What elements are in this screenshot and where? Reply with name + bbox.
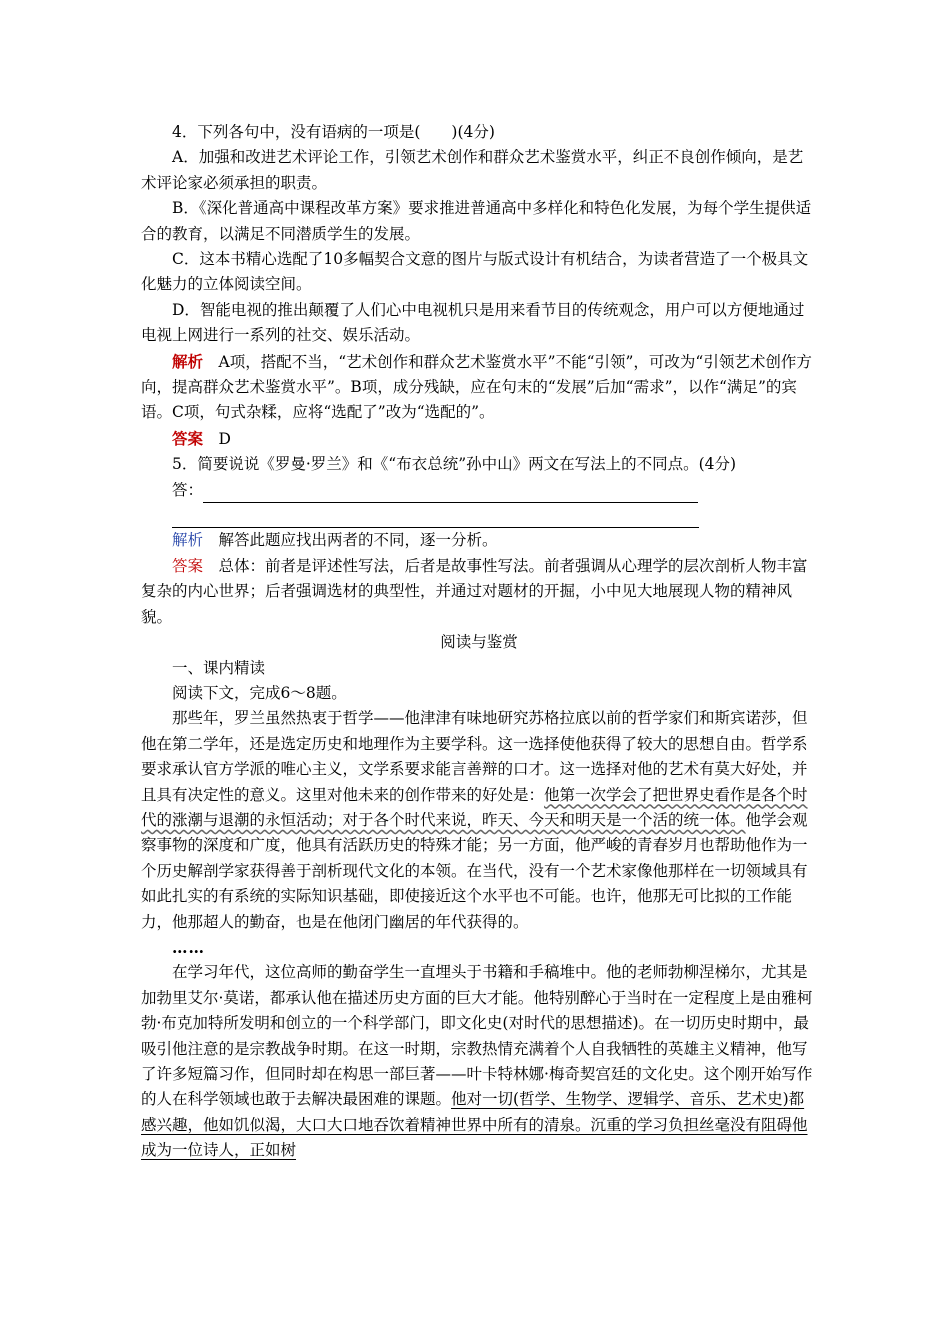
passage-paragraph-1 (141, 706, 817, 935)
section-subtitle: 一、课内精读 (172, 658, 266, 677)
q5-analysis-label: 解析 (172, 531, 204, 550)
q4-option-a: A．加强和改进艺术评论工作，引领艺术创作和群众艺术鉴赏水平，纠正不良创作倾向，是艺术评论家必须承担的职责。 (141, 148, 804, 192)
passage-p1-text-b: 他学会观察事物的深度和广度，他具有活跃历史的特殊才能；另一方面，他严峻的青春岁月也帮助他作为一个历史解剖学家获得善于剖析现代文化的本领。在当代，没有一个艺术家像他那样在一切领域具有如此扎实的有系统的实际知识基础，即使接近这个水平也不可能。也许，他那无可比拟的工作能力，他那超人的勤奋，也是在他闭门幽居的年代获得的。 (141, 810, 808, 931)
q5-analysis-text: 解答此题应找出两者的不同，逐一分析。 (218, 531, 498, 550)
document-content (141, 120, 817, 1164)
q4-analysis-label: 解析 (172, 351, 204, 371)
q4-option-c: C．这本书精心选配了10多幅契合文意的图片与版式设计有机结合，为读者营造了一个极具文化魅力的立体阅读空间。 (141, 250, 809, 294)
q4-stem: 4．下列各句中，没有语病的一项是( )(4分) (172, 123, 495, 141)
q4-option-b: B．《深化普通高中课程改革方案》要求推进普通高中多样化和特色化发展，为每个学生提供适合的教育，以满足不同潜质学生的发展。 (141, 199, 812, 243)
passage-paragraph-2 (141, 960, 817, 1163)
passage-ellipsis: …… (172, 937, 205, 957)
q4-analysis-text: A项，搭配不当，“艺术创作和群众艺术鉴赏水平”不能“引领”，可改为“引领艺术创作方向，提高群众艺术鉴赏水平”。B项，成分残缺，应在句末的“发展”后加“需求”，以作“满足”的宾语。C项，句式杂糅，应将“选配了”改为“选配的”。 (141, 352, 812, 422)
passage-p1-wavy-underline: 他第一次学会了把世界史看作是各个时代的涨潮与退潮的永恒活动；对于各个时代来说，昨天、今天和明天是一个活的统一体。 (141, 785, 808, 829)
q4-answer-text: D (218, 429, 231, 448)
section-title: 阅读与鉴赏 (440, 633, 518, 652)
q5-answer-text: 总体：前者是评述性写法，后者是故事性写法。前者强调从心理学的层次剖析人物丰富复杂的内心世界；后者强调选材的典型性，并通过对题材的开掘，小中见大地展现人物的精神风貌。 (141, 556, 808, 626)
q4-analysis (141, 349, 817, 426)
q5-answer-line-2 (141, 503, 817, 528)
q5-answer (141, 554, 817, 630)
reading-instruction: 阅读下文，完成6～8题。 (172, 683, 347, 702)
passage-p2-underline: 他对一切(哲学、生物学、逻辑学、音乐、艺术史)都感兴趣，他如饥似渴，大口大口地吞饮着精神世界中所有的清泉。沉重的学习负担丝毫没有阻碍他成为一位诗人，正如树 (141, 1090, 808, 1160)
q5-answer-label: 答案 (172, 556, 204, 575)
q5-stem: 5．简要说说《罗曼·罗兰》和《“布衣总统”孙中山》两文在写法上的不同点。(4分) (172, 455, 737, 474)
q4-option-d: D．智能电视的推出颠覆了人们心中电视机只是用来看节目的传统观念，用户可以方便地通过电视上网进行一系列的社交、娱乐活动。 (141, 300, 805, 345)
q4-answer-label: 答案 (172, 428, 204, 448)
q5-analysis (141, 528, 817, 553)
q5-answer-blank-1[interactable] (203, 484, 698, 503)
q5-answer-blank-2[interactable] (172, 509, 699, 528)
q5-answer-line-1 (141, 478, 817, 503)
passage-p2-text-a: 在学习年代，这位高师的勤奋学生一直埋头于书籍和手稿堆中。他的老师勃柳涅梯尔，尤其是加勃里艾尔·莫诺，都承认他在描述历史方面的巨大才能。他特别醉心于当时在一定程度上是由雅柯勃·布克加特所发明和创立的一个科学部门，即文化史(对时代的思想描述)。在一切历史时期中，最吸引他注意的是宗教战争时期。在这一时期，宗教热情充满着个人自我牺牲的英雄主义精神，他写了许多短篇习作，但同时却在构思一部巨著——叶卡特林娜·梅奇契宫廷的文化史。这个刚开始写作的人在科学领域也敢于去解决最困难的课题。 (141, 963, 813, 1109)
q5-answer-prompt: 答： (172, 480, 204, 499)
q4-answer (141, 426, 817, 452)
passage-p1-text-a: 那些年，罗兰虽然热衷于哲学——他津津有味地研究苏格拉底以前的哲学家们和斯宾诺莎，但他在第二学年，还是选定历史和地理作为主要学科。这一选择使他获得了较大的思想自由。哲学系要求承认官方学派的唯心主义，文学系要求能言善辩的口才。这一选择对他的艺术有莫大好处，并且具有决定性的意义。这里对他未来的创作带来的好处是： (141, 709, 808, 804)
